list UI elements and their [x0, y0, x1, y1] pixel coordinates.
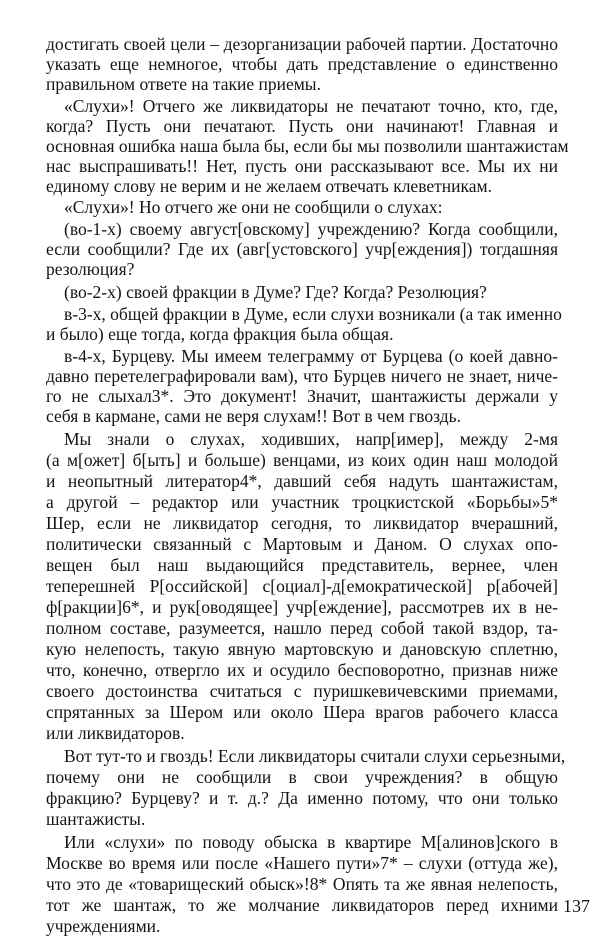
text-line: фракцию? Бурцеву? и т. д.? Да именно потому, что они только: [46, 788, 558, 808]
text-line: тот же шантаж, то же молчание ликвидаторов перед ихними: [46, 895, 558, 915]
text-line: Мы знали о слухах, ходивших, напр[имер], между 2-мя: [64, 429, 558, 449]
text-line: своего достоинства считаться с пуришкевичевскими приемами,: [46, 681, 558, 701]
text-line: Или «слухи» по поводу обыска в квартире М[алинов]ского в: [64, 832, 558, 852]
text-line: что это де «товарищеский обыск»!8* Опять та же явная нелепость,: [46, 874, 558, 894]
text-line: резолюция?: [46, 259, 135, 279]
text-line: «Слухи»! Отчего же ликвидаторы не печатают точно, кто, где,: [64, 96, 558, 116]
text-line: го не слыхал3*. Это документ! Значит, шантажисты держали у: [46, 386, 558, 406]
text-line: кую нелепость, такую явную мартовскую и дановскую сплетню,: [46, 639, 558, 659]
text-line: вещен был наш выдающийся представитель, вернее, член: [46, 555, 558, 575]
text-line: почему они не сообщили в свои учреждения? в общую: [46, 767, 558, 787]
text-line: «Слухи»! Но отчего же они не сообщили о слухах:: [64, 197, 443, 217]
text-line: (а м[ожет] б[ыть] и больше) венцами, из коих один наш молодой: [46, 450, 558, 470]
text-line: шантажисты.: [46, 809, 146, 829]
text-line: достигать своей цели – дезорганизации рабочей партии. Достаточно: [46, 34, 558, 54]
page-number: 137: [563, 896, 590, 916]
text-line: (во-2-х) своей фракции в Думе? Где? Когда? Резолюция?: [64, 282, 487, 302]
text-line: Москве во время или после «Нашего пути»7* – слухи (оттуда же),: [46, 853, 558, 873]
text-line: себя в кармане, сами не веря слухам!! Вот в чем гвоздь.: [46, 406, 461, 426]
text-line: нас выспрашивать!! Нет, пусть они рассказывают все. Мы их ни: [46, 156, 558, 176]
text-line: в-3-х, общей фракции в Думе, если слухи возникали (а так именно: [64, 304, 562, 324]
text-line: и неопытный литератор4*, давший себя надуть шантажистам,: [46, 471, 558, 491]
text-line: учреждениями.: [46, 916, 161, 936]
text-line: а другой – редактор или участник троцкистской «Борьбы»5*: [46, 492, 558, 512]
text-line: политически связанный с Мартовым и Даном. О слухах опо-: [46, 534, 558, 554]
text-line: давно перетелеграфировали вам), что Бурцев ничего не знает, ниче-: [46, 366, 558, 386]
text-line: когда? Пусть они печатают. Пусть они начинают! Главная и: [46, 116, 558, 136]
text-line: или ликвидаторов.: [46, 723, 185, 743]
text-line: основная ошибка наша была бы, если бы мы позволили шантажистам: [46, 136, 569, 156]
text-line: теперешней Р[оссийской] с[оциал]-д[емократической] р[абочей]: [46, 576, 558, 596]
text-line: спрятанных за Шером или около Шера врагов рабочего класса: [46, 702, 558, 722]
text-line: в-4-х, Бурцеву. Мы имеем телеграмму от Бурцева (о коей давно-: [64, 346, 558, 366]
text-line: что, конечно, отвергло их и осудило бесповоротно, признав ниже: [46, 660, 558, 680]
text-line: указать еще немногое, чтобы дать представление о единственно: [46, 54, 558, 74]
text-line: Вот тут-то и гвоздь! Если ликвидаторы считали слухи серьезными,: [64, 746, 566, 766]
text-line: правильном ответе на такие приемы.: [46, 74, 321, 94]
text-line: если сообщили? Где их (авг[устовского] учр[еждения]) тогдашняя: [46, 239, 558, 259]
text-line: Шер, если не ликвидатор сегодня, то ликвидатор вчерашний,: [46, 513, 558, 533]
text-line: и было) еще тогда, когда фракция была общая.: [46, 324, 394, 344]
text-line: полном составе, разумеется, нашло перед собой такой вздор, та-: [46, 618, 558, 638]
text-line: единому слову не верим и не желаем отвечать клеветникам.: [46, 176, 492, 196]
text-line: (во-1-х) своему август[овскому] учреждению? Когда сообщили,: [64, 219, 558, 239]
text-line: ф[ракции]6*, и рук[оводящее] учр[еждение], рассмотрев их в не-: [46, 597, 558, 617]
